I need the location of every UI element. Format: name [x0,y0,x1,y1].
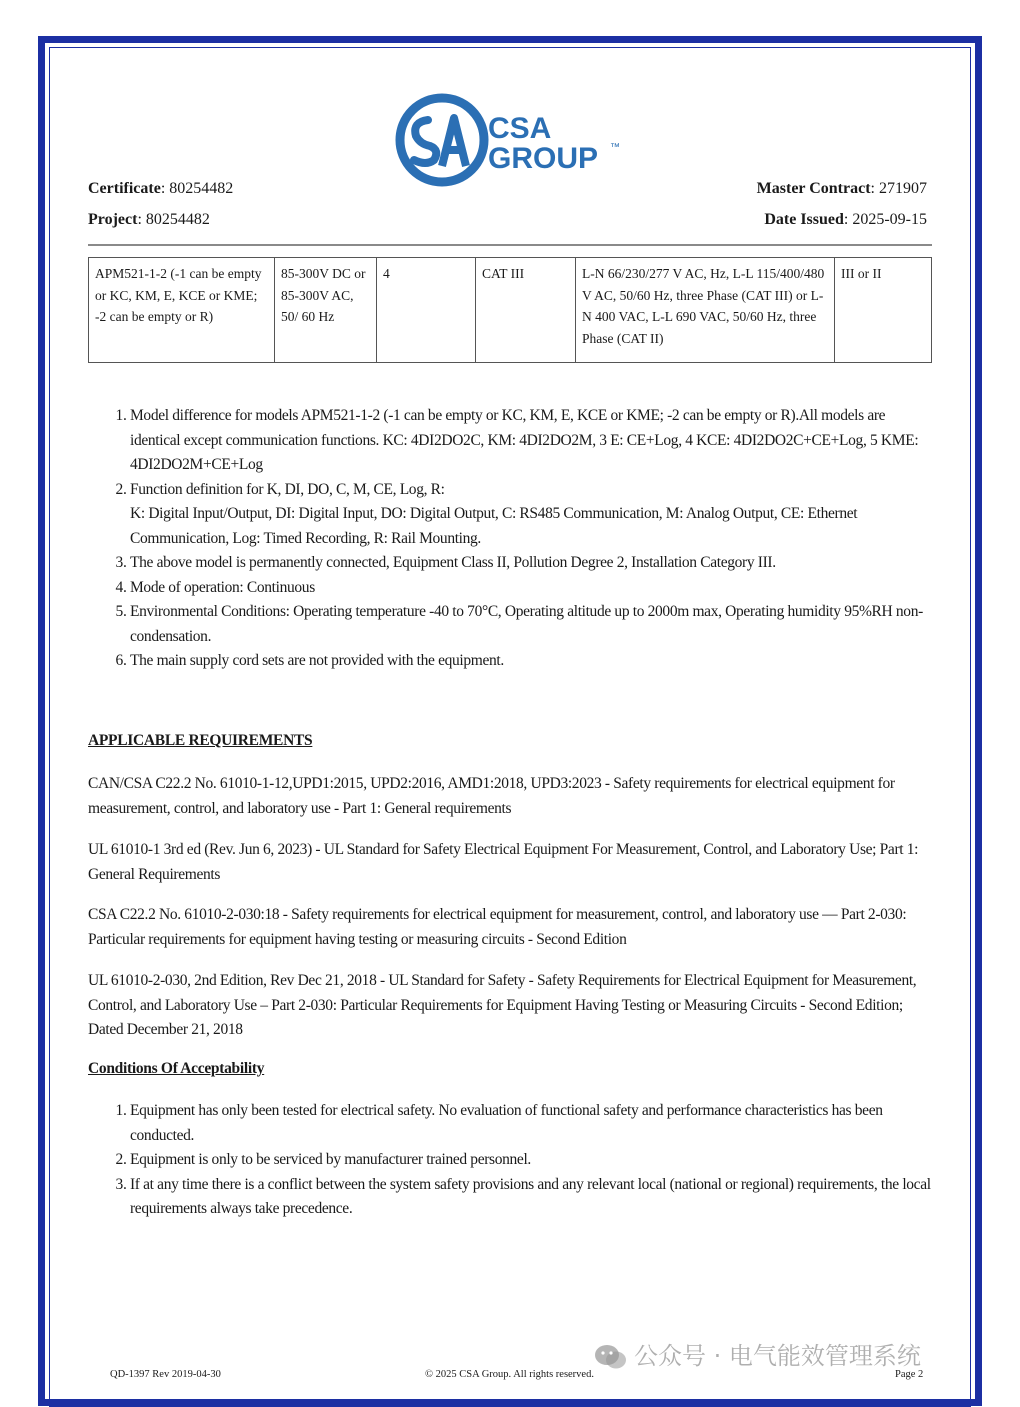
note-detail: K: Digital Input/Output, DI: Digital Input, DO: Digital Output, C: RS485 Communication, M: Analog Output, CE: Ethernet Communication, Log: Timed Recording, R: Rail Mounting. [130,505,858,547]
svg-text:GROUP: GROUP [488,142,599,175]
list-item: 6. The main supply cord sets are not provided with the equipment. [130,649,938,674]
header-divider [88,244,932,246]
list-item: 2. Equipment is only to be serviced by manufacturer trained personnel. [130,1148,938,1173]
certificate-label: Certificate [88,180,161,197]
date-issued-value: : 2025-09-15 [843,211,927,228]
product-rating-table [88,257,932,363]
list-item: 4. Mode of operation: Continuous [130,576,938,601]
master-contract-value: : 271907 [870,180,927,197]
master-contract-field [757,180,927,198]
csa-group-logo [394,92,626,192]
requirement-item: UL 61010-2-030, 2nd Edition, Rev Dec 21, 2018 - UL Standard for Safety - Safety Requirements for Electrical Equipment for Measurement, Control, and Laboratory Use – Part 2-030: Particular Requirements for Equipment Having Testing or Measuring Circuits - Second Edition; Dated December 21, 2018 [88,972,917,1038]
list-item [130,478,938,552]
page-number: Page 2 [895,1369,924,1380]
project-label: Project [88,211,138,228]
list-item: 1. Model difference for models APM521-1-2 (-1 can be empty or KC, KM, E, KCE or KME; -2 can be empty or R).All models are identical except communication functions. KC: 4DI2DO2C, KM: 4DI2DO2M, 3 E: CE+Log, 4 KCE: 4DI2DO2C+CE+Log, 5 KME: 4DI2DO2M+CE+Log [130,404,938,478]
category-cell: CAT III [476,258,576,363]
project-value: : 80254482 [137,211,210,228]
form-id: QD-1397 Rev 2019-04-30 [110,1369,221,1380]
class-cell: III or II [835,258,932,363]
svg-text:CSA: CSA [488,112,552,145]
certificate-value: : 80254482 [160,180,234,197]
list-item: 3. If at any time there is a conflict between the system safety provisions and any relevant local (national or regional) requirements, the local requirements always take precedence. [130,1173,938,1222]
model-cell: APM521-1-2 (-1 can be empty or KC, KM, E, KCE or KME; -2 can be empty or R) [89,258,275,363]
requirement-item: CSA C22.2 No. 61010-2-030:18 - Safety requirements for electrical equipment for measurement, control, and laboratory use — Part 2-030: Particular requirements for equipment having testing or measuring circuits - Second Edition [88,906,907,948]
note-text: Function definition for K, DI, DO, C, M, CE, Log, R: [130,480,445,498]
list-item: 1. Equipment has only been tested for electrical safety. No evaluation of functional safety and performance characteristics has been conducted. [130,1099,938,1148]
list-item: 5. Environmental Conditions: Operating temperature -40 to 70°C, Operating altitude up to 2000m max, Operating humidity 95%RH non-condensation. [130,600,938,649]
notes-list [90,404,938,674]
wechat-icon [594,1343,628,1371]
date-issued-label: Date Issued [764,211,844,228]
table-row [89,258,932,363]
watermark-text: 公众号 · 电气能效管理系统 [634,1342,921,1370]
requirement-item: UL 61010-1 3rd ed (Rev. Jun 6, 2023) - UL Standard for Safety Electrical Equipment For Measurement, Control, and Laboratory Use; Part 1: General Requirements [88,841,919,883]
copyright: © 2025 CSA Group. All rights reserved. [425,1369,594,1380]
master-contract-label: Master Contract [756,180,871,197]
conditions-list [90,1099,938,1222]
measurement-rating-cell: L-N 66/230/277 V AC, Hz, L-L 115/400/480 V AC, 50/60 Hz, three Phase (CAT III) or L-N 400 VAC, L-L 690 VAC, 50/60 Hz, three Phase (CAT II) [576,258,835,363]
date-issued-field [764,211,927,229]
count-cell: 4 [377,258,476,363]
applicable-requirements-title: APPLICABLE REQUIREMENTS [88,732,313,749]
list-item: 3. The above model is permanently connected, Equipment Class II, Pollution Degree 2, Installation Category III. [130,551,938,576]
certificate-field [88,180,233,198]
svg-text:™: ™ [610,142,620,153]
conditions-title: Conditions Of Acceptability [88,1060,265,1077]
supply-rating-cell: 85-300V DC or 85-300V AC, 50/ 60 Hz [275,258,377,363]
wechat-watermark [594,1336,921,1371]
project-field [88,211,210,229]
requirement-item: CAN/CSA C22.2 No. 61010-1-12,UPD1:2015, UPD2:2016, AMD1:2018, UPD3:2023 - Safety requirements for electrical equipment for measurement, control, and laboratory use - Part 1: General requirements [88,775,895,817]
